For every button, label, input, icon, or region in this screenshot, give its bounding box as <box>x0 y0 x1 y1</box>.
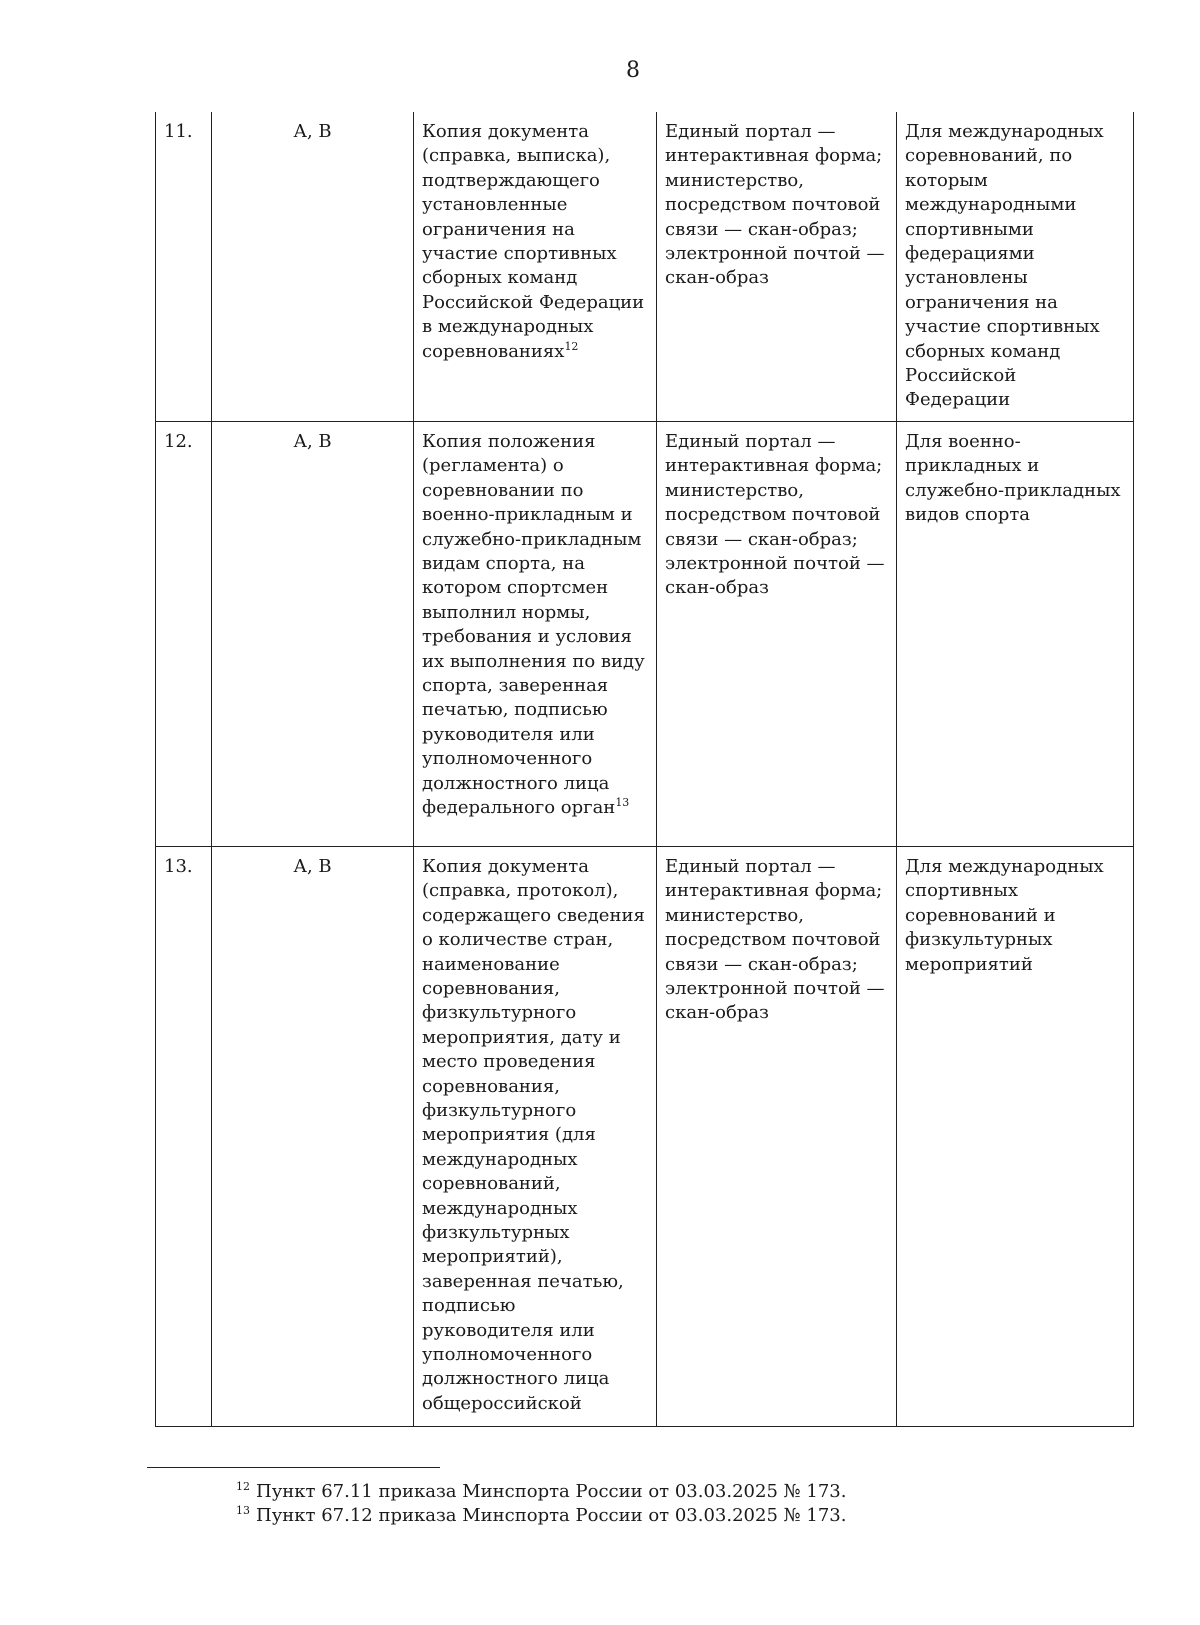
applicant-category: А, В <box>212 112 414 421</box>
submission-method: Единый портал — интерактивная форма; министерство, посредством почтовой связи — скан-образ; электронной почтой — скан-образ <box>657 846 897 1426</box>
submission-condition: Для международных спортивных соревнований и физкультурных мероприятий <box>897 846 1134 1426</box>
submission-condition: Для международных соревнований, по которым международными спортивными федерациями установлены ограничения на участие спортивных сборных команд Российской Федерации <box>897 112 1134 421</box>
footnote-text: Пункт 67.11 приказа Минспорта России от 03.03.2025 № 173. <box>256 1481 847 1502</box>
footnote-ref: 13 <box>615 795 630 809</box>
page-number: 8 <box>626 58 640 83</box>
document-description <box>414 421 657 846</box>
document-text: Копия документа (справка, протокол), содержащего сведения о количестве стран, наименование соревнования, физкультурного мероприятия, дату и место проведения соревнования, физкультурного мероприятия (для международных соревнований, международных физкультурных мероприятий), заверенная печатью, подписью руководителя или уполномоченного должностного лица общероссийской <box>422 855 645 1414</box>
footnote <box>236 1480 846 1504</box>
applicant-category: А, В <box>212 846 414 1426</box>
submission-condition: Для военно-прикладных и служебно-прикладных видов спорта <box>897 421 1134 846</box>
requirements-table <box>155 112 1134 1427</box>
row-number: 11. <box>156 112 212 421</box>
applicant-category: А, В <box>212 421 414 846</box>
footnote-separator <box>147 1467 440 1468</box>
submission-method: Единый портал — интерактивная форма; министерство, посредством почтовой связи — скан-образ; электронной почтой — скан-образ <box>657 112 897 421</box>
document-description <box>414 112 657 421</box>
document-text: Копия положения (регламента) о соревновании по военно-прикладным и служебно-прикладным видам спорта, на котором спортсмен выполнил нормы, требования и условия их выполнения по виду спорта, заверенная печатью, подписью руководителя или уполномоченного должностного лица федерального орган <box>422 430 645 818</box>
footnotes <box>236 1480 846 1528</box>
table-row <box>156 112 1134 421</box>
footnote <box>236 1504 846 1528</box>
document-description <box>414 846 657 1426</box>
footnote-ref: 12 <box>564 339 579 353</box>
document-text: Копия документа (справка, выписка), подтверждающего установленные ограничения на участие спортивных сборных команд Российской Федерации в международных соревнованиях <box>422 121 645 362</box>
footnote-mark: 13 <box>236 1504 250 1517</box>
submission-method: Единый портал — интерактивная форма; министерство, посредством почтовой связи — скан-образ; электронной почтой — скан-образ <box>657 421 897 846</box>
table-row <box>156 421 1134 846</box>
footnote-mark: 12 <box>236 1480 250 1493</box>
row-number: 12. <box>156 421 212 846</box>
table-row <box>156 846 1134 1426</box>
row-number: 13. <box>156 846 212 1426</box>
footnote-text: Пункт 67.12 приказа Минспорта России от 03.03.2025 № 173. <box>256 1505 847 1526</box>
